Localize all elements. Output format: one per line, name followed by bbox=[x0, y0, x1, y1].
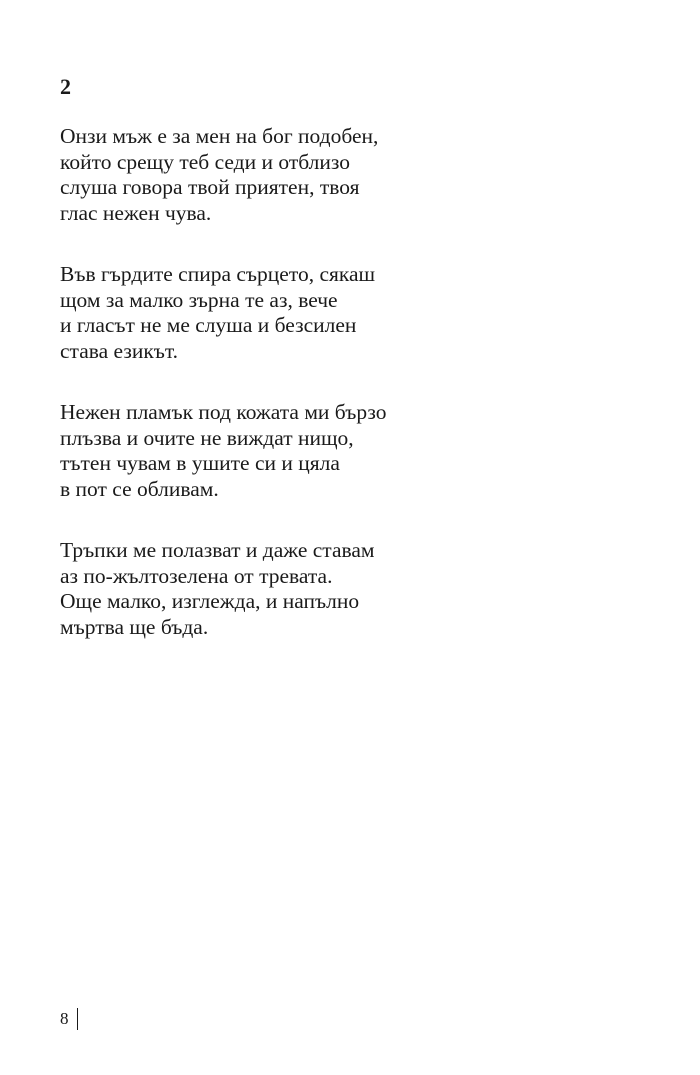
poem-line: слуша говора твой приятен, твоя bbox=[60, 175, 360, 199]
poem-line: който срещу теб седи и отблизо bbox=[60, 149, 350, 174]
stanza-4 bbox=[60, 538, 660, 640]
poem-line: става езикът. bbox=[60, 338, 179, 363]
poem-number: 2 bbox=[60, 74, 71, 99]
poem-line: Във гърдите спира сърцето, сякаш bbox=[60, 262, 376, 286]
poem-line: тътен чувам в ушите си и цяла bbox=[60, 451, 340, 475]
poem-line: в пот се обливам. bbox=[60, 476, 219, 501]
poem-line: Още малко, изглежда, и напълно bbox=[60, 589, 360, 613]
poem-line: плъзва и очите не виждат нищо, bbox=[60, 425, 354, 450]
footer-divider bbox=[77, 1008, 78, 1030]
page-number: 8 bbox=[60, 1009, 69, 1028]
stanza-3 bbox=[60, 400, 660, 502]
poem-body bbox=[60, 124, 660, 676]
stanza-2 bbox=[60, 262, 660, 364]
poem-line: и гласът не ме слуша и безсилен bbox=[60, 313, 357, 337]
stanza-1 bbox=[60, 124, 660, 226]
poem-line: Тръпки ме полазват и даже ставам bbox=[60, 538, 375, 562]
page-footer bbox=[60, 1008, 78, 1030]
poem-line: глас нежен чува. bbox=[60, 200, 212, 225]
poem-line: мъртва ще бъда. bbox=[60, 614, 209, 639]
poem-line: Нежен пламък под кожата ми бързо bbox=[60, 400, 387, 424]
poem-line: аз по-жълтозелена от тревата. bbox=[60, 563, 333, 588]
poem-line: Онзи мъж е за мен на бог подобен, bbox=[60, 124, 379, 148]
poem-line: щом за малко зърна те аз, вече bbox=[60, 287, 338, 312]
